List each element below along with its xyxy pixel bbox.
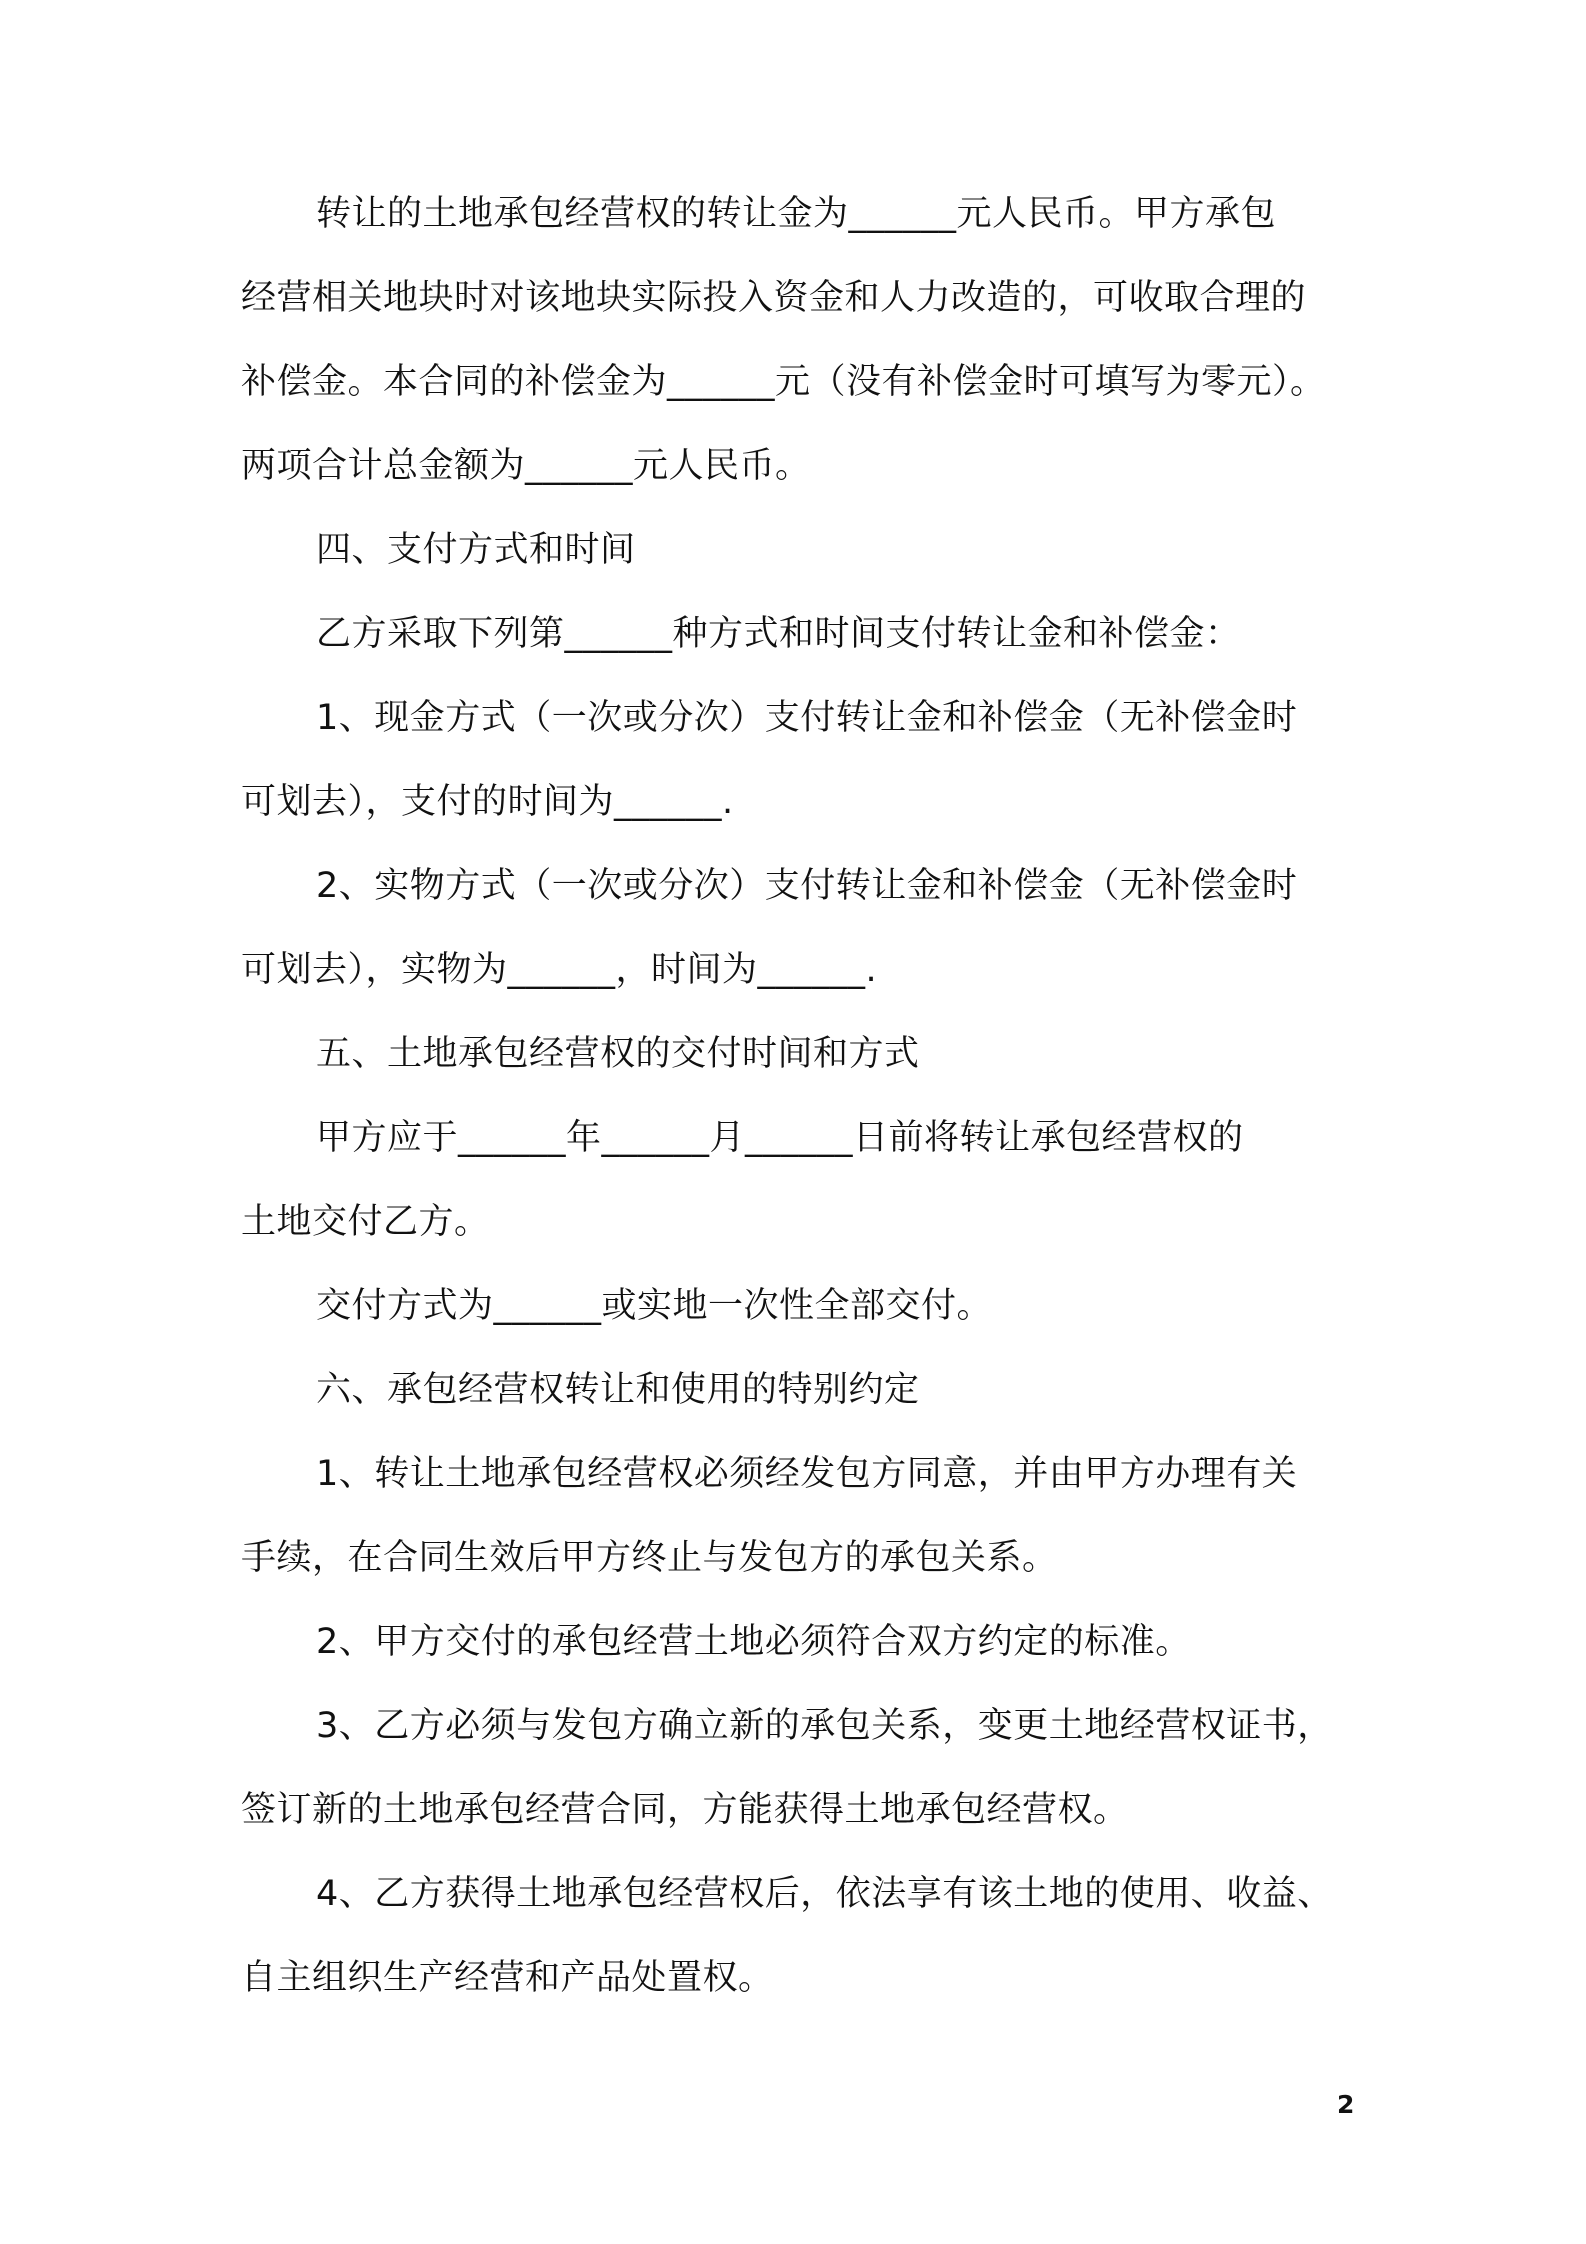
text-line: 土地交付乙方。 xyxy=(241,1202,490,1242)
text-line: 可划去），实物为______，时间为______. xyxy=(241,950,878,990)
text-line: 自主组织生产经营和产品处置权。 xyxy=(241,1958,774,1998)
list-item: 3、乙方必须与发包方确立新的承包关系，变更土地经营权证书， xyxy=(316,1706,1333,1746)
text-line: 可划去），支付的时间为______. xyxy=(241,782,734,822)
text-line: 交付方式为______或实地一次性全部交付。 xyxy=(316,1286,993,1326)
list-item: 2、甲方交付的承包经营土地必须符合双方约定的标准。 xyxy=(316,1622,1191,1662)
text-line: 甲方应于______年______月______日前将转让承包经营权的 xyxy=(316,1118,1244,1158)
page-number: 2 xyxy=(1337,2090,1355,2119)
list-item: 2、实物方式（一次或分次）支付转让金和补偿金（无补偿金时 xyxy=(316,866,1298,906)
section-heading: 四、支付方式和时间 xyxy=(316,530,636,570)
text-line: 补偿金。本合同的补偿金为______元（没有补偿金时可填写为零元）。 xyxy=(241,362,1326,402)
text-line: 乙方采取下列第______种方式和时间支付转让金和补偿金： xyxy=(316,614,1241,654)
section-heading: 五、土地承包经营权的交付时间和方式 xyxy=(316,1034,920,1074)
text-line: 两项合计总金额为______元人民币。 xyxy=(241,446,811,486)
text-line: 转让的土地承包经营权的转让金为______元人民币。甲方承包 xyxy=(316,194,1277,234)
text-line: 签订新的土地承包经营合同，方能获得土地承包经营权。 xyxy=(241,1790,1129,1830)
list-item: 1、转让土地承包经营权必须经发包方同意，并由甲方办理有关 xyxy=(316,1454,1298,1494)
list-item: 1、现金方式（一次或分次）支付转让金和补偿金（无补偿金时 xyxy=(316,698,1298,738)
list-item: 4、乙方获得土地承包经营权后，依法享有该土地的使用、收益、 xyxy=(316,1874,1333,1914)
text-line: 经营相关地块时对该地块实际投入资金和人力改造的，可收取合理的 xyxy=(241,278,1307,318)
text-line: 手续，在合同生效后甲方终止与发包方的承包关系。 xyxy=(241,1538,1058,1578)
section-heading: 六、承包经营权转让和使用的特别约定 xyxy=(316,1370,920,1410)
